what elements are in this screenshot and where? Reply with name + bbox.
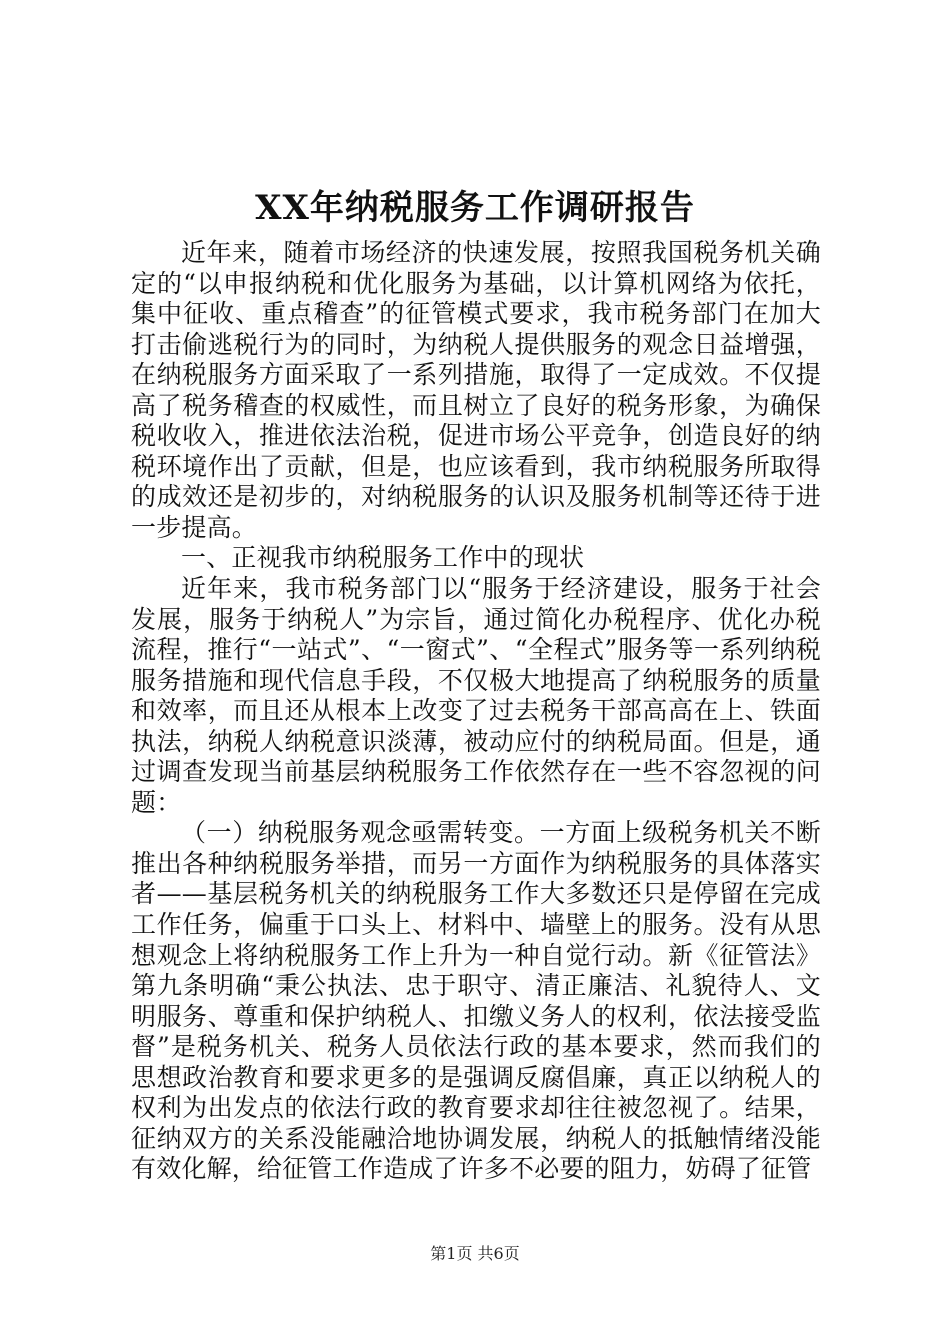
page-footer: 第1页 共6页 <box>430 1244 520 1263</box>
paragraph-issue-1: （一）纳税服务观念亟需转变。一方面上级税务机关不断推出各种纳税服务举措，而另一方面作为纳税服务的具体落实者——基层税务机关的纳税服务工作大多数还只是停留在完成工作任务，偏重于口头上、材料中、墙壁上的服务。没有从思想观念上将纳税服务工作上升为一种自觉行动。新《征管法》第九条明确“秉公执法、忠于职守、清正廉洁、礼貌待人、文明服务、尊重和保护纳税人、扣缴义务人的权利，依法接受监督”是税务机关、税务人员依法行政的基本要求，然而我们的思想政治教育和要求更多的是强调反腐倡廉，真正以纳税人的权利为出发点的依法行政的教育要求却往往被忽视了。结果，征纳双方的关系没能融洽地协调发展，纳税人的抵触情绪没能有效化解，给征管工作造成了许多不必要的阻力，妨碍了征管 <box>131 818 821 1184</box>
paragraph-intro: 近年来，随着市场经济的快速发展，按照我国税务机关确定的“以申报纳税和优化服务为基础，以计算机网络为依托，集中征收、重点稽查”的征管模式要求，我市税务部门在加大打击偷逃税行为的同时，为纳税人提供服务的观念日益增强，在纳税服务方面采取了一系列措施，取得了一定成效。不仅提高了税务稽查的权威性，而且树立了良好的税务形象，为确保税收收入，推进依法治税，促进市场公平竞争，创造良好的纳税环境作出了贡献，但是，也应该看到，我市纳税服务所取得的成效还是初步的，对纳税服务的认识及服务机制等还待于进一步提高。 <box>131 238 821 542</box>
paragraph-current-status: 近年来，我市税务部门以“服务于经济建设，服务于社会发展，服务于纳税人”为宗旨，通过简化办税程序、优化办税流程，推行“一站式”、“一窗式”、“全程式”服务等一系列纳税服务措施和现代信息手段，不仅极大地提高了纳税服务的质量和效率，而且还从根本上改变了过去税务干部高高在上、铁面执法，纳税人纳税意识淡薄，被动应付的纳税局面。但是，通过调查发现当前基层纳税服务工作依然存在一些不容忽视的问题： <box>131 574 821 817</box>
document-body <box>131 238 821 1185</box>
section-heading-1: 一、正视我市纳税服务工作中的现状 <box>181 543 585 573</box>
document-title: XX年纳税服务工作调研报告 <box>255 188 695 228</box>
